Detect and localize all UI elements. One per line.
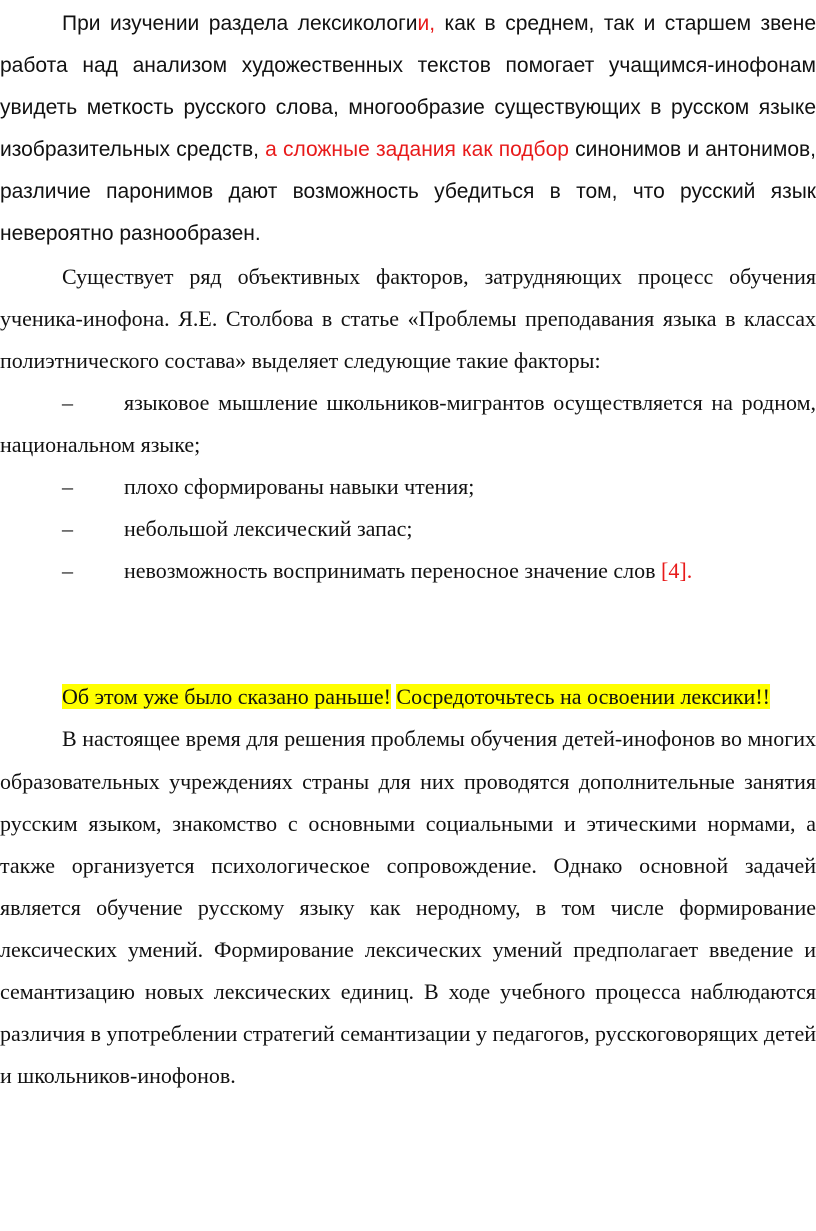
- paragraph-1-part-e: синонимов и антонимов, различие паронимов дают возможность убедиться в том, что русский язык невероятно разнообразен.: [0, 138, 816, 246]
- list-item: [0, 382, 816, 466]
- list-dash-marker: –: [62, 516, 73, 542]
- comment-highlight-2: Сосредоточьтесь на освоении лексики!!: [396, 684, 770, 710]
- paragraph-1-part-a: При изучении раздела лексикологи: [62, 12, 418, 35]
- blank-space: [0, 592, 816, 676]
- paragraph-factors-intro: Существует ряд объективных факторов, затрудняющих процесс обучения ученика-инофона. Я.Е. Столбова в статье «Проблемы преподавания языка в классах полиэтнического состава» выделяет следующие такие факторы:: [0, 263, 816, 373]
- paragraph-current-practice: В настоящее время для решения проблемы обучения детей-инофонов во многих образовательных учреждениях страны для них проводятся дополнительные занятия русским языком, знакомство с основными социальными и этическими нормами, а также организуется психологическое сопровождение. Однако основной задачей является обучение русскому языку как неродному, в том числе формирование лексических умений. Формирование лексических умений предполагает введение и семантизацию новых лексических единиц. В ходе учебного процесса наблюдаются различия в употреблении стратегий семантизации у педагогов, русскоговорящих детей и школьников-инофонов.: [0, 726, 816, 1089]
- comment-highlight-1: Об этом уже было сказано раньше!: [62, 684, 391, 710]
- paragraph-1-part-c: как в среднем, так и старшем звене работа над анализом художественных текстов помогает учащимся-инофонам увидеть меткость русского слова, многообразие существующих в русском языке изобразительных средств,: [0, 12, 816, 162]
- paragraph-1-red-phrase: а сложные задания как подбор: [265, 138, 569, 162]
- list-dash-marker: –: [62, 474, 73, 500]
- list-item-text: невозможность воспринимать переносное значение слов: [124, 558, 662, 584]
- list-item: [0, 550, 816, 592]
- factors-list: [0, 382, 816, 592]
- list-item: [0, 508, 816, 550]
- list-item-text: небольшой лексический запас;: [124, 516, 413, 542]
- list-item-text: языковое мышление школьников-мигрантов осуществляется на родном, национальном языке;: [0, 389, 816, 457]
- paragraph-lexicology-intro: [0, 3, 816, 256]
- paragraph-1-highlighted-letter: и,: [417, 12, 436, 35]
- citation-reference: [4].: [661, 558, 693, 584]
- list-item: [0, 466, 816, 508]
- list-dash-marker: –: [62, 389, 73, 415]
- list-item-text: плохо сформированы навыки чтения;: [124, 474, 475, 500]
- list-dash-marker: –: [62, 558, 73, 584]
- reviewer-comment: [0, 676, 816, 718]
